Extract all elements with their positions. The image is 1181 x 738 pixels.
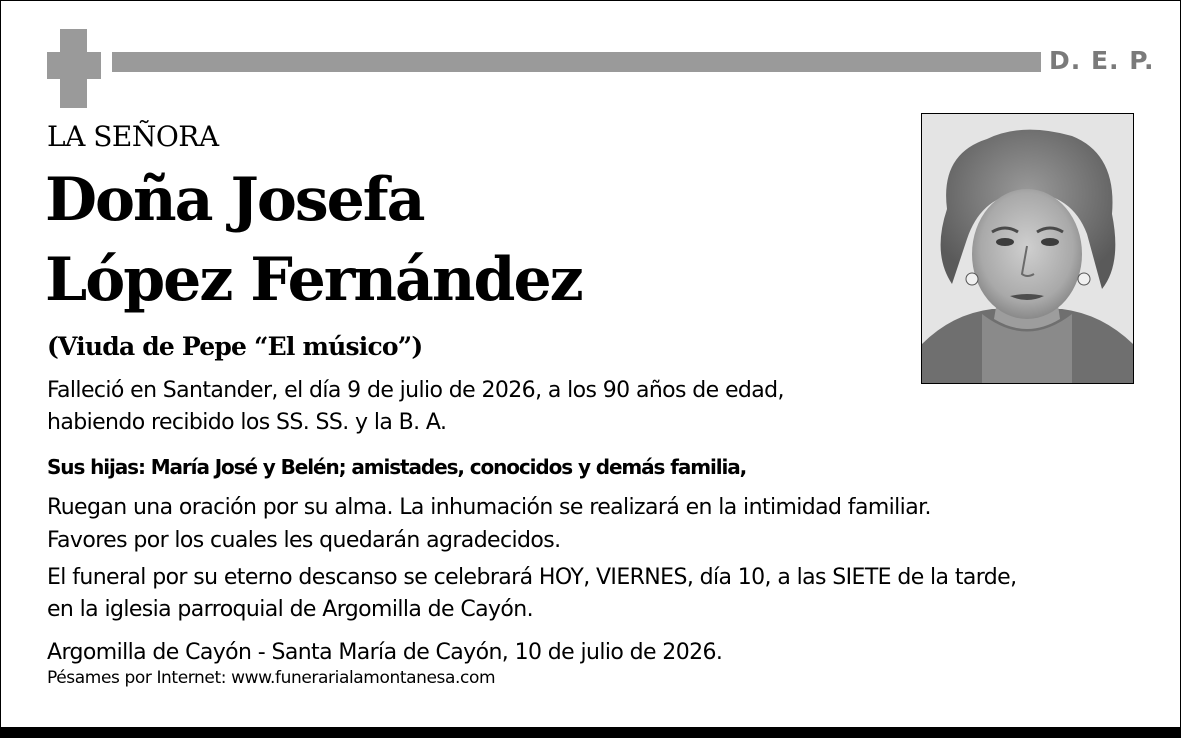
honorific: LA SEÑORA [47, 120, 219, 153]
cross-icon [47, 29, 101, 108]
condolences-url: Pésames por Internet: www.funerarialamontanesa.com [47, 668, 496, 688]
funeral-line1: El funeral por su eterno descanso se celebrará HOY, VIERNES, día 10, a las SIETE de la tarde, [47, 565, 1017, 590]
portrait-image [922, 114, 1133, 383]
death-line1: Falleció en Santander, el día 9 de julio de 2026, a los 90 años de edad, [47, 378, 784, 403]
request-line1: Ruegan una oración por su alma. La inhumación se realizará en la intimidad familiar. [47, 495, 931, 520]
deceased-name-line2: López Fernández [45, 245, 582, 315]
alias: (Viuda de Pepe “El músico”) [47, 332, 423, 361]
request-line2: Favores por los cuales les quedarán agradecidos. [47, 528, 561, 553]
dep-label: D. E. P. [1049, 46, 1155, 75]
funeral-line2: en la iglesia parroquial de Argomilla de Cayón. [47, 597, 533, 622]
death-line2: habiendo recibido los SS. SS. y la B. A. [47, 410, 447, 435]
header-rule [112, 52, 1041, 72]
portrait-photo [921, 113, 1134, 384]
place-date: Argomilla de Cayón - Santa María de Cayón, 10 de julio de 2026. [47, 640, 723, 665]
family-line: Sus hijas: María José y Belén; amistades, conocidos y demás familia, [47, 455, 747, 479]
bottom-border [0, 727, 1181, 738]
deceased-name-line1: Doña Josefa [45, 165, 424, 235]
